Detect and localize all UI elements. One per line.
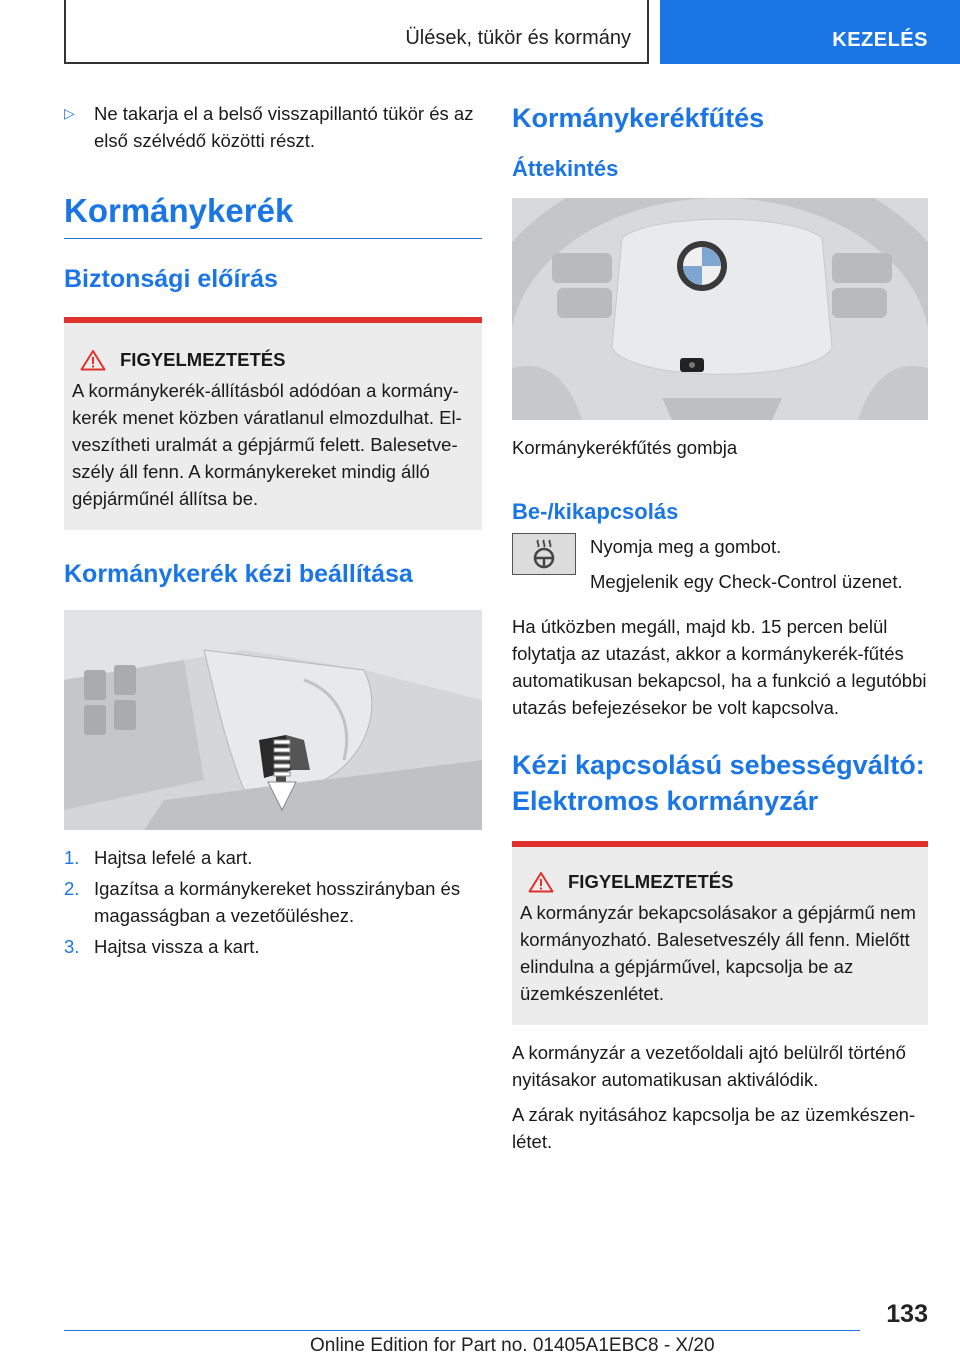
auto-on-paragraph: Ha útközben megáll, majd kb. 15 percen belül folytatja az utazást, akkor a kormánykerék-fűtés automatikusan bekapcsol, ha a funkció a legutóbbi utazás befejezésekor be volt kapcsolva. xyxy=(512,616,927,718)
steering-wheel-illustration xyxy=(512,198,928,420)
bullet-text: Ne takarja el a belső visszapillantó tükör és az első szélvédő közötti részt. xyxy=(94,103,474,151)
warning-header xyxy=(520,871,920,893)
check-control-text: Megjelenik egy Check-Control üzenet. xyxy=(590,571,903,592)
chapter-title: KEZELÉS xyxy=(832,29,928,51)
warning-triangle-icon xyxy=(528,871,554,893)
section-title: Ülések, tükör és kormány xyxy=(405,27,631,49)
section-heading-steering-wheel: Kormánykerék xyxy=(64,192,482,239)
heated-steering-wheel-button-icon xyxy=(512,533,576,575)
steering-lock-heading: Kézi kapcsolású sebességváltó: Elektromos kormányzár xyxy=(512,750,925,816)
page-number: 133 xyxy=(886,1300,928,1328)
image-caption: Kormánykerékfűtés gombja xyxy=(512,437,738,458)
warning-title: FIGYELMEZTETÉS xyxy=(568,871,734,892)
edition-footer: Online Edition for Part no. 01405A1EBC8 - X/20 xyxy=(310,1335,715,1356)
safety-heading: Biztonsági előírás xyxy=(64,265,278,293)
unlock-paragraph: A zárak nyitásához kapcsolja be az üzemkészenlétet. xyxy=(512,1104,916,1152)
warning-text: A kormányzár bekapcsolásakor a gépjármű nem kormányozható. Balesetveszély áll fenn. Mielőtt elindulna a gépjárművel, kapcsolja be az üzemkészenlétet. xyxy=(520,902,916,1004)
heated-wheel-heading: Kormánykerékfűtés xyxy=(512,103,765,133)
bullet-item xyxy=(64,100,482,154)
step-item: 2. Igazítsa a kormánykereket hosszirányban és magasságban a vezetőüléshez. xyxy=(64,878,461,926)
header-section-box xyxy=(64,0,649,64)
adjust-steps xyxy=(64,844,482,960)
lock-activation-paragraph: A kormányzár a vezetőoldali ajtó belülről történő nyitásakor automatikusan aktiválódik. xyxy=(512,1042,906,1090)
warning-box xyxy=(512,841,928,1025)
warning-text: A kormánykerék-állításból adódóan a kormánykerék menet közben váratlanul elmozdulhat. Elveszítheti uralmát a gépjármű felett. Balesetveszély áll fenn. A kormánykereket mindig álló gépjárműnél állítsa be. xyxy=(72,380,462,509)
chapter-tab xyxy=(660,0,960,64)
step-item: 1. Hajtsa lefelé a kart. xyxy=(64,847,253,868)
onoff-heading: Be-/kikapcsolás xyxy=(512,499,679,524)
warning-box xyxy=(64,317,482,530)
warning-header xyxy=(72,349,474,371)
warning-title: FIGYELMEZTETÉS xyxy=(120,349,286,370)
lever-illustration xyxy=(64,610,482,830)
step-item: 3. Hajtsa vissza a kart. xyxy=(64,936,260,957)
warning-triangle-icon xyxy=(80,349,106,371)
steering-column-lever-image xyxy=(64,610,482,830)
manual-adjust-heading: Kormánykerék kézi beállítása xyxy=(64,560,413,588)
footer-divider xyxy=(64,1330,860,1331)
left-column xyxy=(64,100,482,964)
button-instruction-row xyxy=(512,533,928,595)
press-button-text: Nyomja meg a gombot. xyxy=(590,536,782,557)
overview-heading: Áttekintés xyxy=(512,156,619,181)
triangle-bullet-icon: ▷ xyxy=(64,105,75,121)
steering-wheel-image xyxy=(512,198,928,420)
right-column xyxy=(512,100,928,1155)
